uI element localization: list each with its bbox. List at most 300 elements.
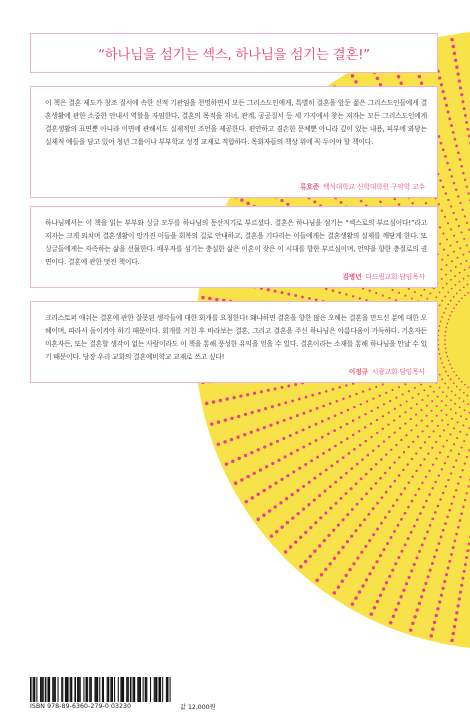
ray-dot xyxy=(361,584,364,587)
review-card-2 xyxy=(30,206,438,288)
barcode-bar xyxy=(45,677,47,702)
ray-dot xyxy=(450,639,454,643)
ray-dot xyxy=(321,420,324,423)
ray-dot xyxy=(455,459,457,461)
ray-dot xyxy=(449,364,451,366)
ray-dot xyxy=(402,469,404,471)
ray-dot xyxy=(441,278,443,280)
barcode-bar xyxy=(86,677,88,702)
ray-dot xyxy=(324,568,327,571)
ray-dot xyxy=(400,439,402,441)
ray-dot xyxy=(456,386,458,388)
ray-dot xyxy=(460,165,463,168)
ray-dot xyxy=(426,531,429,534)
ray-dot xyxy=(453,251,455,253)
ray-dot xyxy=(444,216,446,218)
ray-dot xyxy=(339,426,342,429)
ray-dot xyxy=(453,371,455,373)
ray-dot xyxy=(237,415,240,418)
ray-dot xyxy=(447,199,449,201)
ray-dot xyxy=(313,477,316,480)
ray-dot xyxy=(381,496,384,499)
review-card-3 xyxy=(30,301,438,383)
ray-dot xyxy=(420,384,422,386)
ray-dot xyxy=(311,394,314,397)
ray-dot xyxy=(464,179,466,181)
ray-dot xyxy=(400,550,403,553)
ray-dot xyxy=(445,104,448,107)
ray-dot xyxy=(406,463,408,465)
ray-dot xyxy=(460,93,463,96)
isbn-number: ISBN 978-89-6360-279-0 03230 xyxy=(30,703,132,710)
ray-dot xyxy=(287,384,290,387)
ray-dot xyxy=(445,404,447,406)
ray-dot xyxy=(332,388,335,391)
ray-dot xyxy=(299,536,302,539)
ray-dot xyxy=(465,418,467,420)
ray-dot xyxy=(415,556,418,559)
ray-dot xyxy=(461,100,464,103)
ray-dot xyxy=(284,455,287,458)
ray-dot xyxy=(414,494,417,497)
ray-dot xyxy=(302,412,305,415)
ray-dot xyxy=(455,284,457,286)
ray-dot xyxy=(290,452,293,455)
ray-dot xyxy=(318,494,321,497)
ray-dot xyxy=(260,390,263,393)
ray-dot xyxy=(422,588,425,591)
ray-dot xyxy=(345,472,348,475)
ray-dot xyxy=(352,434,355,437)
ray-dot xyxy=(250,431,253,434)
ray-dot xyxy=(405,582,408,585)
ray-dot xyxy=(298,467,301,470)
ray-dot xyxy=(420,447,422,449)
ray-dot xyxy=(459,406,461,408)
ray-dot xyxy=(368,539,371,542)
ray-dot xyxy=(407,446,409,448)
ray-dot xyxy=(440,410,442,412)
ray-dot xyxy=(388,411,390,413)
ray-dot xyxy=(274,387,277,390)
ray-dot xyxy=(461,297,463,299)
ray-dot xyxy=(355,482,358,485)
ray-dot xyxy=(345,384,347,386)
ray-dot xyxy=(388,297,390,299)
ray-dot xyxy=(394,408,396,410)
ray-dot xyxy=(454,275,456,277)
ray-dot xyxy=(466,434,468,436)
ray-dot xyxy=(337,585,341,589)
barcode-bar xyxy=(110,677,111,702)
ray-dot xyxy=(441,209,443,211)
ray-dot xyxy=(352,295,354,297)
ray-dot xyxy=(421,543,424,546)
ray-dot xyxy=(422,506,425,509)
ray-dot xyxy=(431,627,435,631)
ray-dot xyxy=(271,405,274,408)
ray-dot xyxy=(332,289,335,292)
ray-dot xyxy=(440,142,443,145)
barcode-bar xyxy=(40,677,41,702)
ray-dot xyxy=(408,390,410,392)
ray-dot xyxy=(267,288,270,291)
ray-dot xyxy=(438,600,441,603)
ray-dot xyxy=(407,506,410,509)
ray-dot xyxy=(283,419,286,422)
ray-dot xyxy=(208,297,212,301)
ray-dot xyxy=(438,475,440,477)
barcode-bar xyxy=(145,677,147,702)
ray-dot xyxy=(236,435,239,438)
ray-dot xyxy=(256,428,259,431)
ray-dot xyxy=(257,409,260,412)
ray-dot xyxy=(456,241,458,243)
ray-dot xyxy=(372,449,375,452)
ray-dot xyxy=(337,523,340,526)
ray-dot xyxy=(453,52,456,55)
ray-dot xyxy=(452,546,455,549)
ray-dot xyxy=(441,468,443,470)
ray-dot xyxy=(361,458,364,461)
ray-dot xyxy=(280,478,283,481)
ray-dot xyxy=(282,437,285,440)
ray-dot xyxy=(440,83,443,86)
ray-dot xyxy=(403,451,405,453)
ray-dot xyxy=(423,289,425,291)
ray-dot xyxy=(447,424,449,426)
ray-dot xyxy=(276,440,279,443)
ray-dot xyxy=(453,307,455,309)
ray-dot xyxy=(431,420,433,422)
ray-dot xyxy=(415,424,417,426)
ray-dot xyxy=(452,45,456,49)
ray-dot xyxy=(448,319,450,321)
ray-dot xyxy=(426,425,428,427)
ray-dot xyxy=(463,238,465,240)
barcode-bar xyxy=(167,677,169,702)
ray-dot xyxy=(405,434,407,436)
ray-dot xyxy=(439,243,441,245)
ray-dot xyxy=(458,301,460,303)
ray-dot xyxy=(429,524,432,527)
ray-dot xyxy=(444,339,446,341)
ray-dot xyxy=(316,407,319,410)
ray-dot xyxy=(411,476,413,478)
barcode-bar xyxy=(65,677,66,702)
ray-dot xyxy=(244,454,247,457)
barcode-bar xyxy=(102,677,103,702)
ray-dot xyxy=(304,463,307,466)
ray-dot xyxy=(379,594,382,597)
ray-dot xyxy=(388,510,391,513)
ray-dot xyxy=(352,419,355,422)
ray-dot xyxy=(372,533,375,536)
barcode-bar xyxy=(121,677,122,702)
ray-dot xyxy=(352,562,355,565)
barcode-image xyxy=(30,677,172,703)
ray-dot xyxy=(388,436,390,438)
barcode-bar xyxy=(33,677,34,702)
review-text-3: 크리스토퍼 애쉬는 결혼에 관한 잘못된 생각들에 대한 회개를 요청한다! 왜냐하면 결혼을 향한 많은 오해는 결혼을 만드신 분에 대한 오해이며, 따라서 돌이켜야 하기 때문이다. 회개를 거친 후 바라보는 결혼, 그리고 결혼을 주신 하나님은 아름다움이 가득하다. 기혼자든 미혼자든, 또는 결혼할 생각이 없는 사람이라도 이 책을 통해 풍성한 유익을 얻을 수 있다. 결혼이라는 소재를 통해 하나님을 만날 수 있기 때문이다. 당장 우리 교회의 결혼예비학교 교재로 쓰고 싶다! xyxy=(45,314,427,361)
ray-dot xyxy=(302,507,305,510)
ray-dot xyxy=(424,441,426,443)
ray-dot xyxy=(450,408,452,410)
ray-dot xyxy=(395,444,397,446)
ray-dot xyxy=(455,533,458,536)
barcode-bar xyxy=(166,677,167,702)
ray-dot xyxy=(394,431,396,433)
ray-dot xyxy=(264,407,267,410)
ray-dot xyxy=(385,491,388,494)
ray-dot xyxy=(446,162,449,165)
ray-dot xyxy=(346,437,349,440)
ray-dot xyxy=(237,457,240,460)
ray-dot xyxy=(394,562,397,565)
ray-dot xyxy=(294,540,297,543)
barcode-bar xyxy=(74,677,76,702)
ray-dot xyxy=(436,405,438,407)
ray-dot xyxy=(394,480,397,483)
ray-dot xyxy=(350,487,353,490)
ray-dot xyxy=(240,198,244,202)
ray-dot xyxy=(294,294,297,297)
ray-dot xyxy=(308,297,311,300)
ray-dot xyxy=(351,74,355,78)
ray-dot xyxy=(454,138,457,141)
ray-dot xyxy=(410,418,412,420)
ray-dot xyxy=(226,397,229,400)
ray-dot xyxy=(418,488,421,491)
ray-dot xyxy=(457,526,460,529)
ray-dot xyxy=(450,300,452,302)
ray-dot xyxy=(315,423,318,426)
ray-dot xyxy=(393,419,395,421)
ray-dot xyxy=(301,296,304,299)
ray-dot xyxy=(346,423,349,426)
ray-dot xyxy=(359,444,362,447)
ray-dot xyxy=(411,500,414,503)
ray-dot xyxy=(411,458,413,460)
ray-dot xyxy=(244,413,247,416)
ray-dot xyxy=(342,518,345,521)
ray-dot xyxy=(333,429,336,432)
ray-dot xyxy=(433,621,436,624)
ray-dot xyxy=(454,403,456,405)
ray-dot xyxy=(269,424,272,427)
ray-dot xyxy=(397,75,400,78)
ray-dot xyxy=(448,509,451,512)
ray-dot xyxy=(263,426,266,429)
ray-dot xyxy=(411,622,415,626)
ray-dot xyxy=(384,472,387,475)
ray-dot xyxy=(450,553,453,556)
ray-dot xyxy=(439,452,441,454)
ray-dot xyxy=(446,516,449,519)
review-text-1: 이 책은 결혼 제도가 창조 질서에 속한 신적 기관임을 천명하면서 모든 그리스도인에게, 특별히 결혼을 앞둔 젊은 그리스도인들에게 결혼생활에 관한 소중한 안내서 역할을 자임한다. 결혼의 목적을 자녀, 관계, 공공질서 등 세 가지에서 찾는 저자는 모든 그리스도인에게 결혼생활의 표면뿐 아니라 이면에 관해서도 실제적인 조언을 제공한다. 편안하고 겸손한 문체뿐 아니라 깊이 있는 내용, 피부에 와닿는 실제적 예들을 담고 있어 청년 그룹이나 부부학교 성경 교재로 적합하다. 목회자들의 책상 위에 꼭 두어야 할 책이다. xyxy=(45,99,427,146)
ray-dot xyxy=(445,485,447,487)
ray-dot xyxy=(439,325,441,327)
ray-dot xyxy=(350,467,353,470)
ray-dot xyxy=(296,449,299,452)
ray-dot xyxy=(315,579,319,583)
barcode-bar xyxy=(114,677,115,702)
ray-dot xyxy=(268,485,271,488)
ray-dot xyxy=(464,463,466,465)
ray-dot xyxy=(404,512,407,515)
ray-dot xyxy=(294,383,297,386)
barcode-bar xyxy=(120,677,121,702)
ray-dot xyxy=(459,202,461,204)
headline: “하나님을 섬기는 섹스, 하나님을 섬기는 결혼!” xyxy=(98,47,370,63)
ray-dot xyxy=(356,556,359,559)
ray-dot xyxy=(367,454,370,457)
ray-dot xyxy=(251,496,255,500)
ray-dot xyxy=(366,400,368,402)
ray-dot xyxy=(304,560,308,564)
ray-dot xyxy=(330,464,333,467)
ray-dot xyxy=(448,169,451,172)
ray-dot xyxy=(251,411,254,414)
ray-dot xyxy=(429,569,432,572)
ray-dot xyxy=(337,551,340,554)
barcode-bar xyxy=(67,677,69,702)
ray-dot xyxy=(376,419,378,421)
ray-dot xyxy=(346,540,349,543)
ray-dot xyxy=(340,497,343,500)
ray-dot xyxy=(427,452,429,454)
ray-dot xyxy=(447,479,449,481)
ray-dot xyxy=(382,587,385,590)
ray-dot xyxy=(453,427,455,429)
reviewer-name-1: 류호준 xyxy=(300,183,320,191)
ray-dot xyxy=(345,574,348,577)
ray-dot xyxy=(408,576,411,579)
ray-dot xyxy=(404,543,407,546)
ray-dot xyxy=(455,394,457,396)
ray-dot xyxy=(256,492,259,495)
ray-dot xyxy=(465,556,468,559)
ray-dot xyxy=(426,415,428,417)
ray-dot xyxy=(466,244,468,246)
ray-dot xyxy=(223,440,227,444)
ray-dot xyxy=(319,473,322,476)
ray-dot xyxy=(450,270,452,272)
ray-dot xyxy=(408,481,411,484)
ray-dot xyxy=(442,445,444,447)
ray-dot xyxy=(447,375,449,377)
ray-dot xyxy=(431,447,433,449)
barcode-bar xyxy=(143,677,144,702)
ray-dot xyxy=(302,485,305,488)
ray-dot xyxy=(463,286,465,288)
ray-dot xyxy=(289,545,293,549)
ray-dot xyxy=(447,222,449,224)
ray-dot xyxy=(450,450,452,452)
barcode-bar xyxy=(96,677,97,702)
barcode-bar xyxy=(108,677,110,702)
ray-dot xyxy=(297,512,300,515)
ray-dot xyxy=(451,311,453,313)
ray-dot xyxy=(263,445,266,448)
barcode-bar xyxy=(80,677,81,702)
barcode-bar xyxy=(137,677,139,702)
ray-dot xyxy=(291,516,294,519)
ray-dot xyxy=(428,436,430,438)
ray-dot xyxy=(353,406,355,408)
ray-dot xyxy=(452,632,456,636)
ray-dot xyxy=(458,453,460,455)
ray-dot xyxy=(454,618,457,621)
ray-dot xyxy=(451,260,453,262)
ray-dot xyxy=(380,522,383,525)
ray-dot xyxy=(441,300,443,302)
ray-dot xyxy=(375,463,378,466)
ray-dot xyxy=(439,353,441,355)
ray-dot xyxy=(340,476,343,479)
ray-dot xyxy=(459,591,462,594)
ray-dot xyxy=(426,405,428,407)
ray-dot xyxy=(445,274,447,276)
ray-dot xyxy=(340,412,343,415)
ray-dot xyxy=(397,602,400,605)
ray-dot xyxy=(439,226,441,228)
ray-dot xyxy=(388,575,391,578)
ray-dot xyxy=(333,591,337,595)
ray-dot xyxy=(450,399,452,401)
ray-dot xyxy=(287,293,290,296)
ray-dot xyxy=(467,292,469,294)
ray-dot xyxy=(462,209,464,211)
ray-dot xyxy=(358,416,360,418)
ray-dot xyxy=(360,498,363,501)
barcode-bar xyxy=(107,677,108,702)
ray-dot xyxy=(240,478,244,482)
ray-dot xyxy=(457,195,459,197)
ray-dot xyxy=(270,443,273,446)
ray-dot xyxy=(427,575,430,578)
ray-dot xyxy=(302,446,305,449)
ray-dot xyxy=(450,205,452,207)
ray-dot xyxy=(308,442,311,445)
ray-dot xyxy=(445,192,447,194)
ray-dot xyxy=(336,460,339,463)
price-label: 값 12,000원 xyxy=(180,704,216,711)
ray-dot xyxy=(351,508,354,511)
ray-dot xyxy=(389,400,391,402)
ray-dot xyxy=(458,597,461,600)
ray-dot xyxy=(415,452,417,454)
ray-dot xyxy=(253,472,256,475)
ray-dot xyxy=(421,420,423,422)
ray-dot xyxy=(456,72,459,75)
ray-dot xyxy=(299,565,303,569)
ray-dot xyxy=(327,433,330,436)
reviewer-affiliation-1: 백석대학교 신학대학원 구약학 교수 xyxy=(323,183,425,191)
ray-dot xyxy=(341,546,344,549)
barcode-bar xyxy=(89,677,91,702)
ray-dot xyxy=(455,66,458,69)
ray-dot xyxy=(435,441,437,443)
ray-dot xyxy=(414,387,416,389)
ray-dot xyxy=(380,458,383,461)
ray-dot xyxy=(450,124,453,127)
ray-dot xyxy=(387,423,389,425)
ray-dot xyxy=(443,366,445,368)
ray-dot xyxy=(257,448,260,451)
ray-dot xyxy=(289,434,292,437)
ray-dot xyxy=(422,430,424,432)
